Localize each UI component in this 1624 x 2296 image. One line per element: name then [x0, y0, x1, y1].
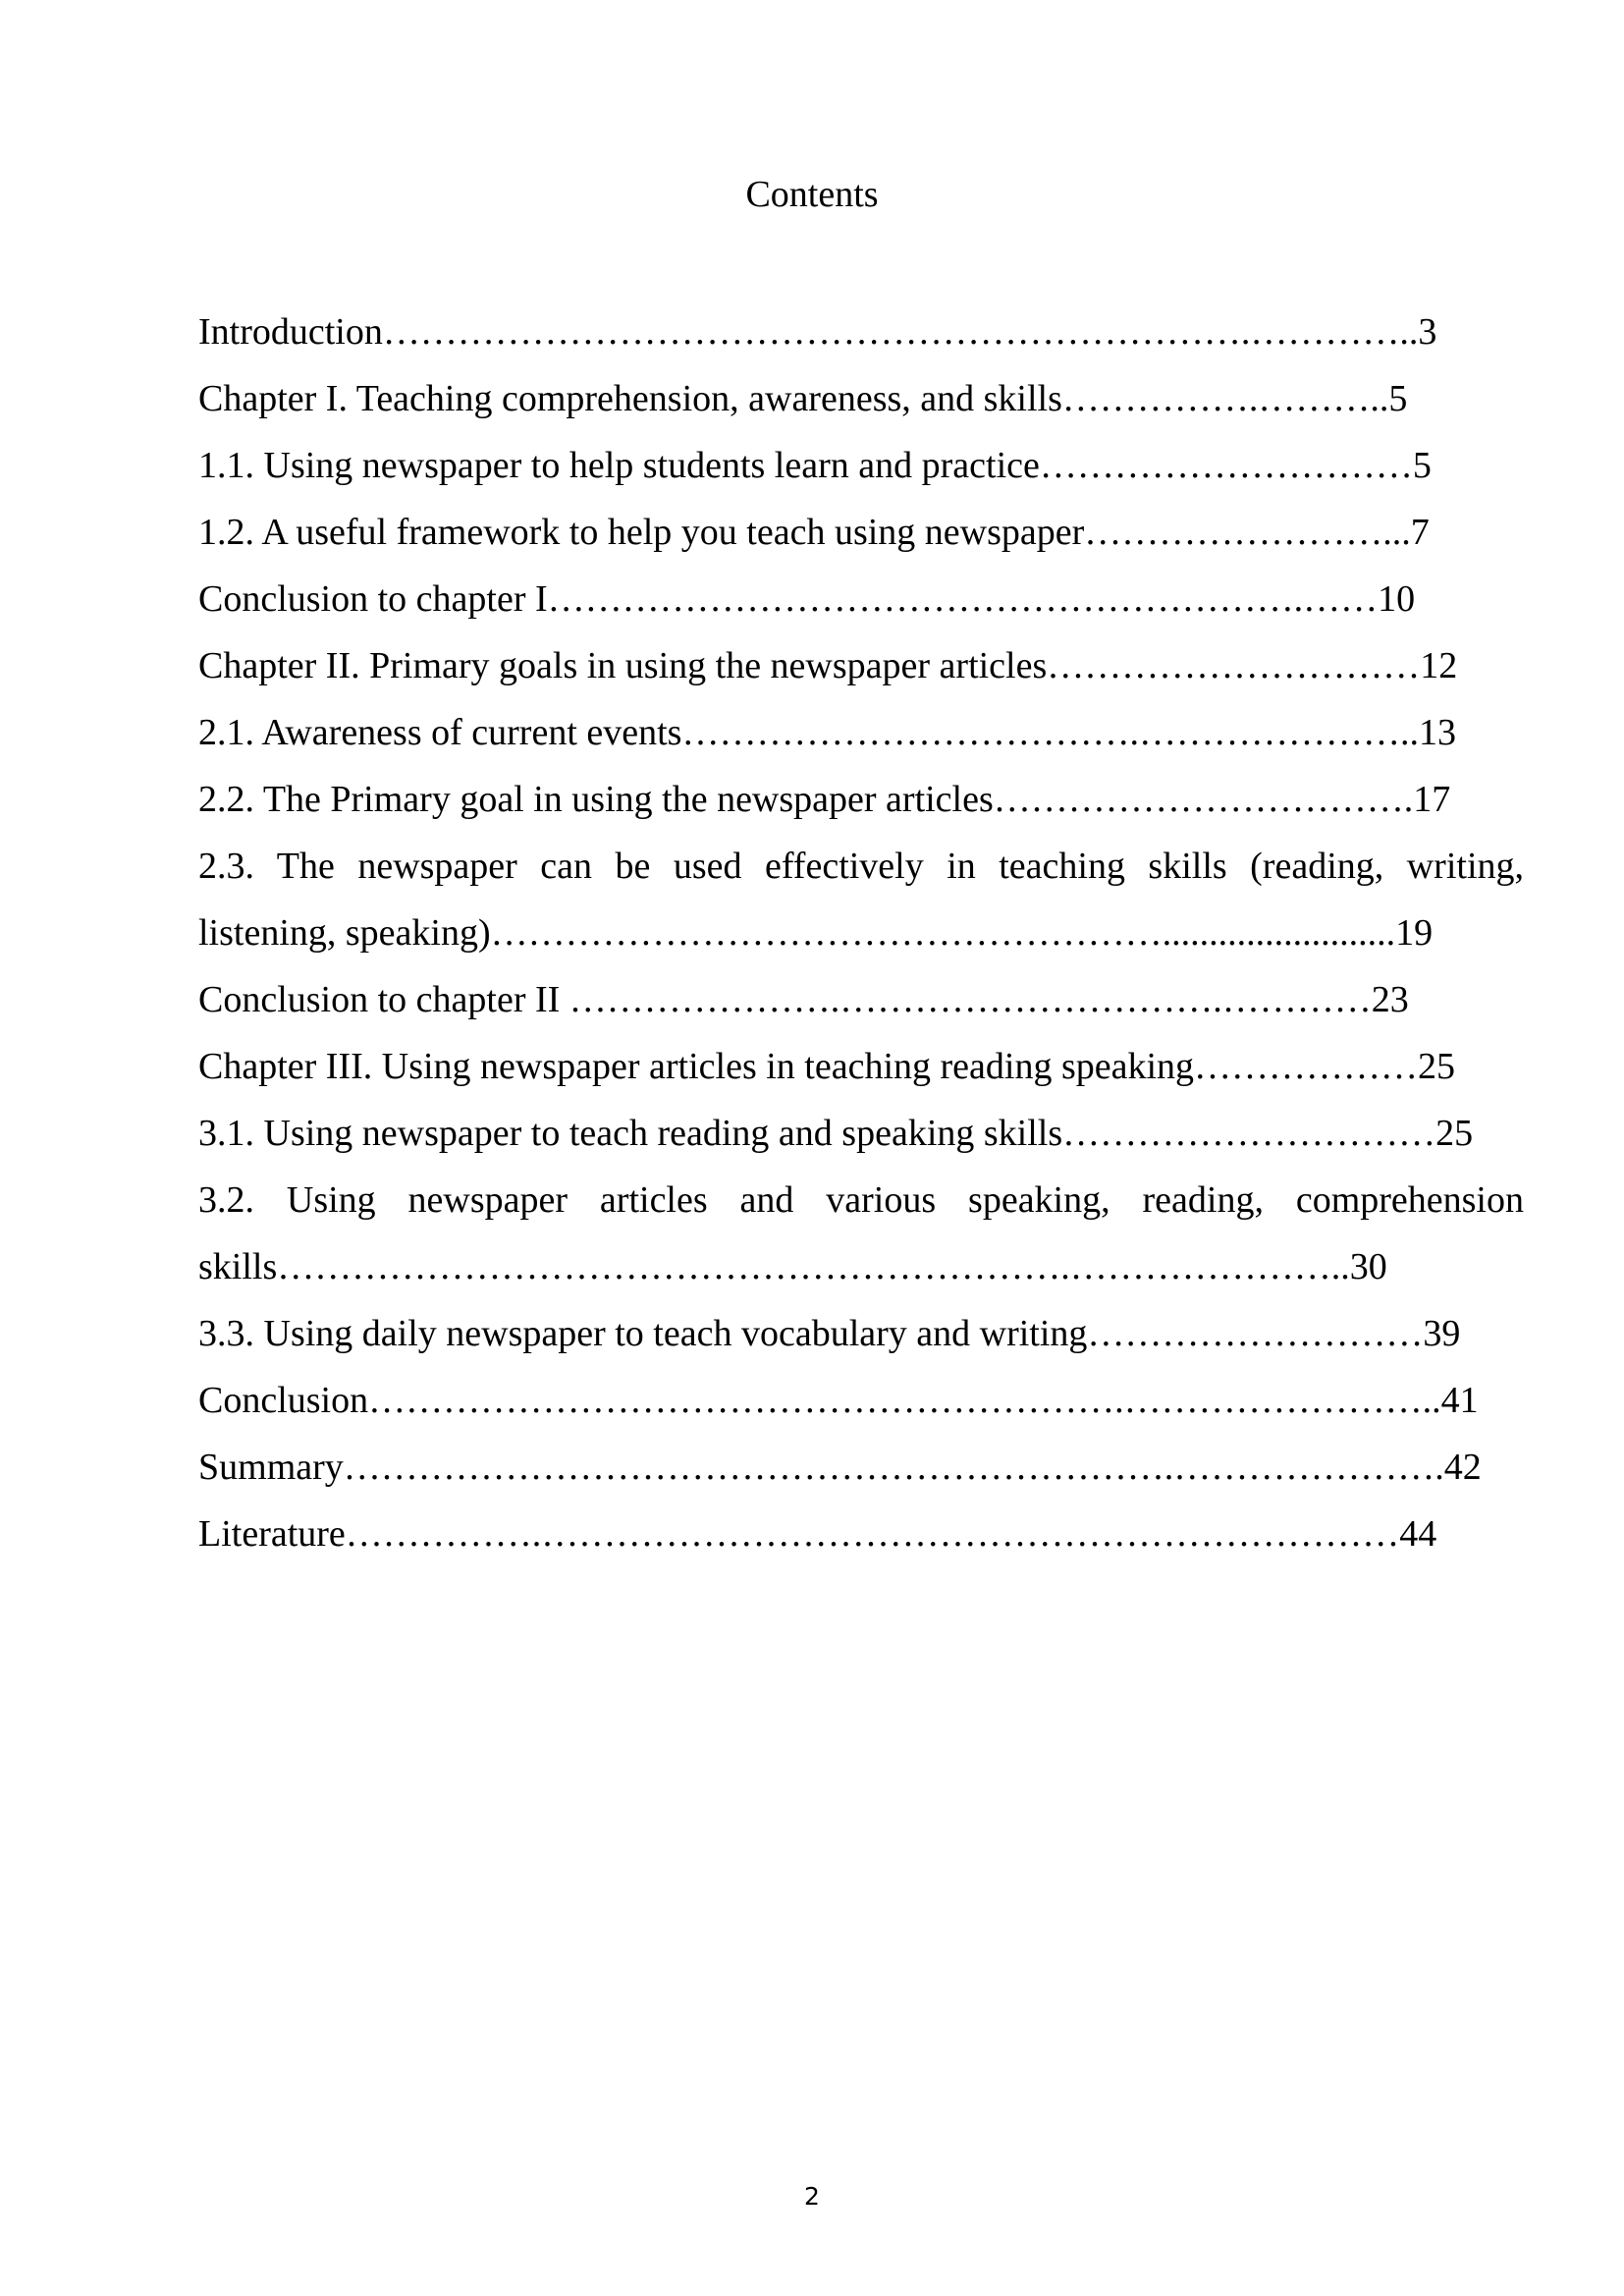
toc-entry-3-3: 3.3. Using daily newspaper to teach vocabulary and writing………………………39 [198, 1313, 1461, 1354]
toc-entry-2-2: 2.2. The Primary goal in using the newspaper articles…………………………….17 [198, 779, 1451, 820]
toc-entry-1-1: 1.1. Using newspaper to help students learn and practice…………………………5 [198, 445, 1432, 486]
toc-entry-chapter-2: Chapter II. Primary goals in using the newspaper articles…………………………12 [198, 645, 1458, 686]
page-number: 2 [804, 2182, 820, 2211]
toc-entry-2-3-line-1: 2.3. The newspaper can be used effectively in teaching skills (reading, writing, [198, 846, 1524, 887]
toc-entry-1-2: 1.2. A useful framework to help you teach using newspaper……………………...7 [198, 512, 1430, 553]
toc-entry-summary: Summary………………………………………………………….………………….42 [198, 1447, 1482, 1488]
toc-entry-literature: Literature…………….……………………………………………………………44 [198, 1513, 1437, 1555]
toc-entry-chapter-1: Chapter I. Teaching comprehension, awareness, and skills…………….………..5 [198, 378, 1408, 419]
toc-entry-3-2-line-1: 3.2. Using newspaper articles and various speaking, reading, comprehension [198, 1179, 1524, 1221]
toc-entry-2-1: 2.1. Awareness of current events……………………………….…………………..13 [198, 712, 1456, 753]
page-title: Contents [745, 174, 879, 215]
toc-entry-3-2-line-2: skills……………………………………………………….…………………..30 [198, 1246, 1387, 1287]
toc-entry-conclusion: Conclusion…………………………………………………….……………………..41 [198, 1380, 1479, 1421]
toc-entry-2-3-line-2: listening, speaking)……………………………………………….........................19 [198, 912, 1434, 954]
toc-entry-chapter-3: Chapter III. Using newspaper articles in teaching reading speaking………………25 [198, 1046, 1456, 1087]
table-of-contents [198, 299, 1524, 1567]
toc-entry-conclusion-chapter-1: Conclusion to chapter I…………………………………………………….……10 [198, 578, 1416, 620]
toc-entry-conclusion-chapter-2: Conclusion to chapter II ………………….………………………….…………23 [198, 979, 1409, 1020]
toc-entry-3-1: 3.1. Using newspaper to teach reading and speaking skills…………………………25 [198, 1113, 1474, 1154]
toc-entry-introduction: Introduction…………………………………………………………….…………..3 [198, 311, 1437, 353]
